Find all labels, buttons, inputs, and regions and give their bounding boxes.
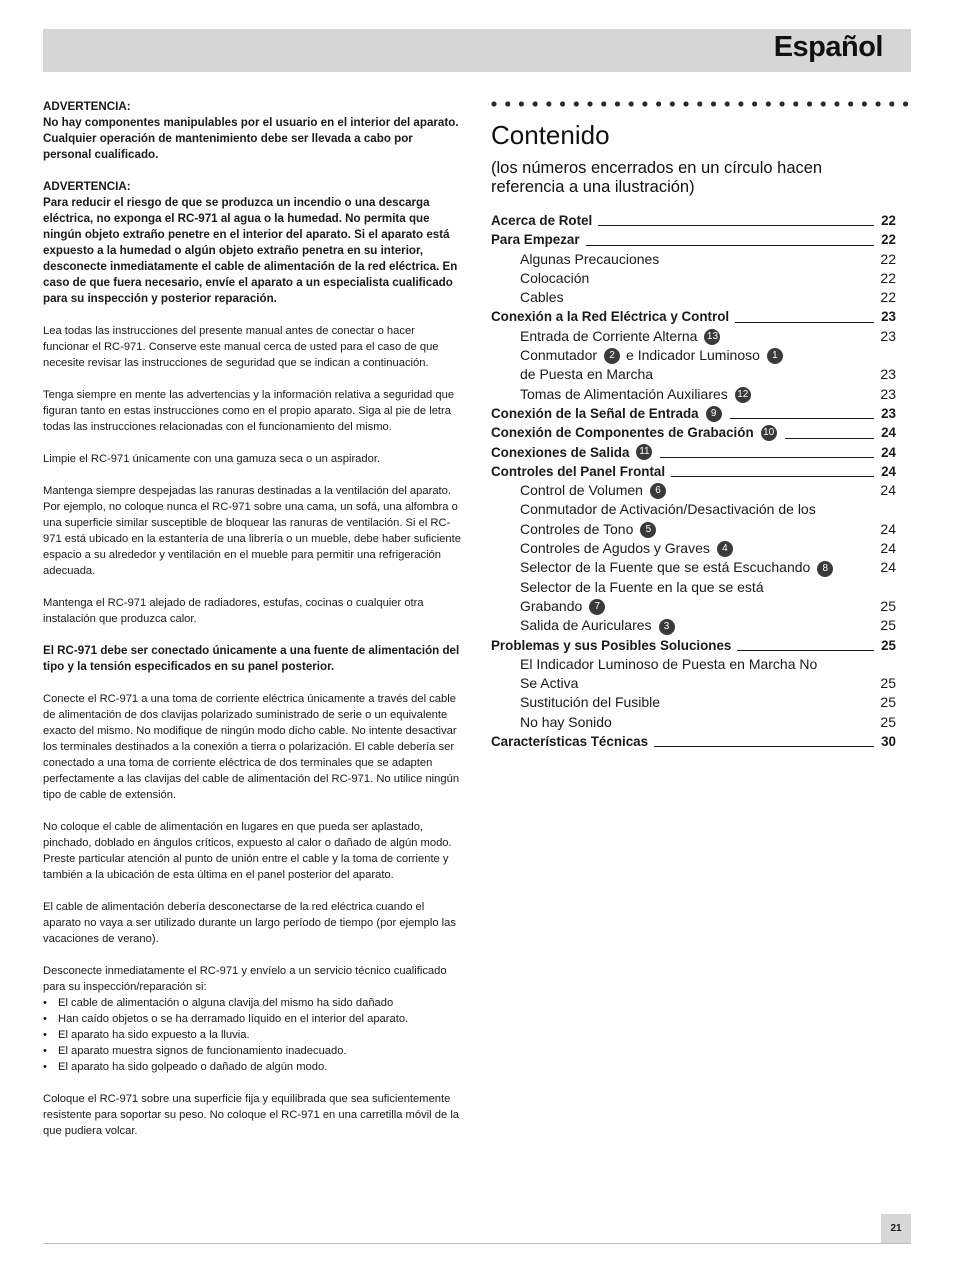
toc-entry-page: 24	[880, 520, 896, 537]
toc-entry-label: Acerca de Rotel	[491, 213, 593, 228]
toc-entry-page: 22	[881, 213, 896, 228]
paragraph: Mantenga siempre despejadas las ranuras destinadas a la ventilación del aparato. Por ejemplo, no coloque nunca el RC-971 sobre una cama, un sofá, una alfombra o una superficie similar susceptible de bloquear las ranuras de ventilación. Si el RC-971 está ubicado en la estantería de una librería o un mueble, debe haber suficiente espacio a su alrededor y ventilación en el mueble para permitir una refrigeración adecuada.	[43, 485, 461, 577]
toc-entry-page: 22	[880, 250, 896, 267]
figure-number-badge: 10	[761, 425, 777, 441]
toc-entry[interactable]	[491, 346, 896, 385]
figure-number-badge: 8	[817, 561, 833, 577]
toc-leader	[598, 224, 874, 226]
figure-number-badge: 13	[704, 329, 720, 345]
toc-entry-page: 24	[881, 425, 896, 441]
toc-leader	[654, 745, 874, 747]
toc-entry-label: Sustitución del Fusible	[520, 694, 661, 711]
toc-entry-page: 24	[881, 463, 896, 479]
toc-entry-label	[520, 578, 800, 617]
warning-2	[43, 179, 463, 307]
toc-entry-page: 25	[880, 713, 896, 730]
safety-column	[43, 99, 463, 1155]
list-item: • El cable de alimentación o alguna clavija del mismo ha sido dañado	[43, 995, 463, 1011]
toc-entry-page: 24	[881, 444, 896, 460]
toc-leader	[671, 475, 874, 477]
toc-entry-label: Algunas Precauciones	[520, 250, 660, 267]
figure-number-badge: 9	[706, 406, 722, 422]
paragraph: Tenga siempre en mente las advertencias y la información relativa a seguridad que figuran tanto en estas instrucciones como en el propio aparato. Siga al pie de letra todas las instrucciones relacionadas con el funcionamiento del mismo.	[43, 389, 455, 433]
toc-entry-label: Conexión a la Red Eléctrica y Control	[491, 309, 730, 325]
toc-entry-label: El Indicador Luminoso de Puesta en Marcha No Se Activa	[520, 655, 818, 692]
toc-entry[interactable]	[491, 578, 896, 617]
figure-number-badge: 5	[640, 522, 656, 538]
page-number: 21	[881, 1214, 911, 1243]
toc-entry[interactable]	[491, 481, 896, 500]
footer-rule	[43, 1243, 911, 1244]
toc-entry-page: 24	[880, 559, 896, 576]
page-title: Español	[773, 31, 883, 63]
toc-entry-page: 25	[880, 675, 896, 692]
toc-entry-label: Controles del Panel Frontal	[491, 463, 666, 479]
toc-entry[interactable]	[491, 500, 896, 539]
toc-entry-text: e Indicador Luminoso	[626, 347, 760, 364]
toc-entry[interactable]	[491, 558, 896, 577]
toc-entry[interactable]	[491, 288, 896, 307]
toc-entry-label: No hay Sonido	[520, 713, 612, 730]
toc-entry[interactable]	[491, 385, 896, 404]
toc-subtitle: (los números encerrados en un círculo hacen referencia a una ilustración)	[491, 159, 823, 196]
toc-entry[interactable]	[491, 616, 896, 635]
toc-entry[interactable]	[491, 462, 896, 481]
toc-entry[interactable]	[491, 732, 896, 751]
figure-number-badge: 3	[659, 619, 675, 635]
toc-entry[interactable]	[491, 539, 896, 558]
toc-leader	[730, 417, 874, 419]
toc-entry[interactable]	[491, 655, 896, 694]
toc-entry-label	[520, 616, 677, 635]
toc-entry-label	[520, 500, 860, 539]
figure-number-badge: 11	[636, 444, 652, 460]
toc-entry-label: Cables	[520, 289, 564, 306]
toc-entry-page: 22	[880, 269, 896, 286]
toc-leader	[660, 456, 874, 458]
toc-entry-page: 25	[881, 637, 896, 653]
service-conditions-list	[43, 995, 463, 1075]
warning-1-body: No hay componentes manipulables por el usuario en el interior del aparato. Cualquier operación de mantenimiento debe ser llevada a cabo por personal cualificado.	[43, 116, 459, 161]
toc-entry-page: 23	[880, 327, 896, 344]
paragraph: Lea todas las instrucciones del presente manual antes de conectar o hacer funcionar el RC-971. Conserve este manual cerca de usted para el caso de que necesite revisar las instrucciones de seguridad que se indican a continuación.	[43, 325, 439, 369]
paragraph: Desconecte inmediatamente el RC-971 y envíelo a un servicio técnico cualificado para su inspección/reparación si:	[43, 965, 447, 993]
toc-entry-page: 23	[880, 385, 896, 402]
toc-entry-text: Salida de Auriculares	[520, 617, 652, 634]
figure-number-badge: 4	[717, 541, 733, 557]
figure-number-badge: 1	[767, 348, 783, 364]
toc-entry[interactable]	[491, 443, 896, 462]
toc-leader	[785, 437, 874, 439]
toc-entry[interactable]	[491, 636, 896, 655]
table-of-contents	[491, 211, 896, 751]
warning-1-head: ADVERTENCIA:	[43, 100, 131, 113]
toc-entry-text: Conexión de Componentes de Grabación	[491, 425, 754, 441]
toc-entry-page: 30	[881, 734, 896, 750]
toc-entry[interactable]	[491, 404, 896, 423]
figure-number-badge: 6	[650, 483, 666, 499]
list-item: • El aparato ha sido golpeado o dañado de algún modo.	[43, 1059, 463, 1075]
toc-entry-text: Conmutador	[520, 347, 598, 364]
toc-entry-text: Control de Volumen	[520, 482, 643, 499]
toc-entry-page: 24	[880, 540, 896, 557]
toc-entry-page: 25	[880, 694, 896, 711]
toc-entry[interactable]	[491, 327, 896, 346]
toc-entry-label	[491, 443, 654, 462]
toc-entry-label: Para Empezar	[491, 232, 580, 248]
toc-entry[interactable]	[491, 250, 896, 269]
toc-leader	[735, 321, 874, 323]
toc-leader	[586, 244, 874, 246]
toc-entry-text: Conexión de la Señal de Entrada	[491, 405, 699, 421]
toc-entry-label	[491, 404, 724, 423]
power-requirement-note: El RC-971 debe ser conectado únicamente a una fuente de alimentación del tipo y la tensión especificados en su panel posterior.	[43, 644, 460, 673]
figure-number-badge: 12	[735, 387, 751, 403]
toc-entry-text: Controles de Agudos y Graves	[520, 540, 710, 557]
list-item: • El aparato muestra signos de funcionamiento inadecuado.	[43, 1043, 463, 1059]
paragraph: Limpie el RC-971 únicamente con una gamuza seca o un aspirador.	[43, 453, 381, 465]
toc-entry-label: Características Técnicas	[491, 734, 649, 750]
toc-title: Contenido	[491, 120, 610, 150]
toc-entry-page: 25	[880, 597, 896, 614]
toc-entry[interactable]	[491, 307, 896, 326]
list-item: • Han caído objetos o se ha derramado líquido en el interior del aparato.	[43, 1011, 463, 1027]
toc-entry-text: de Puesta en Marcha	[520, 366, 654, 383]
list-item: • El aparato ha sido expuesto a la lluvia.	[43, 1027, 463, 1043]
toc-entry-text: Entrada de Corriente Alterna	[520, 327, 698, 344]
toc-entry-label	[520, 539, 735, 558]
toc-entry-text: Conexiones de Salida	[491, 444, 630, 460]
toc-entry-text: Selector de la Fuente en la que se está Grabando	[520, 578, 764, 614]
toc-entry[interactable]	[491, 230, 896, 249]
toc-entry-page: 23	[880, 366, 896, 383]
paragraph: No coloque el cable de alimentación en lugares en que pueda ser aplastado, pinchado, doblado en ángulos críticos, expuesto al calor o dañado de algún modo. Preste particular atención al punto de unión entre el cable y la toma de corriente y también a la ubicación de esta última en el panel posterior del aparato.	[43, 821, 452, 881]
toc-entry[interactable]	[491, 693, 896, 712]
paragraph: Coloque el RC-971 sobre una superficie fija y equilibrada que sea suficientemente resistente para soportar su peso. No coloque el RC-971 en una carretilla móvil de la que pudiera volcar.	[43, 1093, 460, 1137]
toc-entry-page: 25	[880, 617, 896, 634]
toc-entry-text: Tomas de Alimentación Auxiliares	[520, 385, 728, 402]
paragraph: Conecte el RC-971 a una toma de corriente eléctrica únicamente a través del cable de alimentación de dos clavijas polarizado suministrado de serie o un equivalente exacto del mismo. No modifique de ningún modo dicho cable. No intente desactivar los terminales destinados a la conexión a tierra o polarización. El cable debería ser conectado a una toma de corriente eléctrica de dos terminales que se adapten perfectamente a las clavijas del cable de alimentación del RC-971. No utilice ningún tipo de cable de extensión.	[43, 693, 460, 801]
toc-entry[interactable]	[491, 269, 896, 288]
warning-1	[43, 99, 463, 163]
figure-number-badge: 7	[589, 599, 605, 615]
warning-2-body: Para reducir el riesgo de que se produzca un incendio o una descarga eléctrica, no exponga el RC-971 al agua o la humedad. No permita que ningún objeto extraño penetre en el interior del aparato. Si el aparato está expuesto a la humedad o algún objeto extraño penetra en su interior, desconecte inmediatamente el cable de alimentación de la red eléctrica. En caso de que fuera necesario, envíe el aparato a un especialista cualificado para su inspección y posterior reparación.	[43, 196, 458, 305]
toc-entry-text: Selector de la Fuente que se está Escuchando	[520, 559, 811, 576]
warning-2-head: ADVERTENCIA:	[43, 180, 131, 193]
toc-entry-page: 23	[881, 309, 896, 325]
toc-entry-page: 22	[881, 232, 896, 248]
toc-entry-label	[520, 481, 668, 500]
figure-number-badge: 2	[604, 348, 620, 364]
toc-entry-page: 22	[880, 289, 896, 306]
toc-entry-label: Colocación	[520, 269, 590, 286]
toc-entry-label: Problemas y sus Posibles Soluciones	[491, 637, 732, 653]
toc-entry[interactable]	[491, 423, 896, 442]
toc-entry-page: 23	[881, 405, 896, 421]
toc-entry-label	[491, 423, 779, 442]
dotted-divider	[491, 101, 915, 107]
toc-entry-label	[520, 346, 785, 385]
paragraph: El cable de alimentación debería desconectarse de la red eléctrica cuando el aparato no vaya a ser utilizado durante un largo período de tiempo (por ejemplo las vacaciones de verano).	[43, 901, 456, 945]
toc-leader	[737, 649, 874, 651]
toc-entry-page: 24	[880, 482, 896, 499]
paragraph: Mantenga el RC-971 alejado de radiadores, estufas, cocinas o cualquier otra instalación que produzca calor.	[43, 597, 424, 625]
toc-entry[interactable]	[491, 713, 896, 732]
toc-entry-text: Conmutador de Activación/Desactivación de los Controles de Tono	[520, 501, 816, 537]
toc-entry[interactable]	[491, 211, 896, 230]
toc-entry-label	[520, 558, 835, 577]
toc-entry-label	[520, 385, 753, 404]
header-bar	[43, 29, 911, 72]
toc-entry-label	[520, 327, 722, 346]
